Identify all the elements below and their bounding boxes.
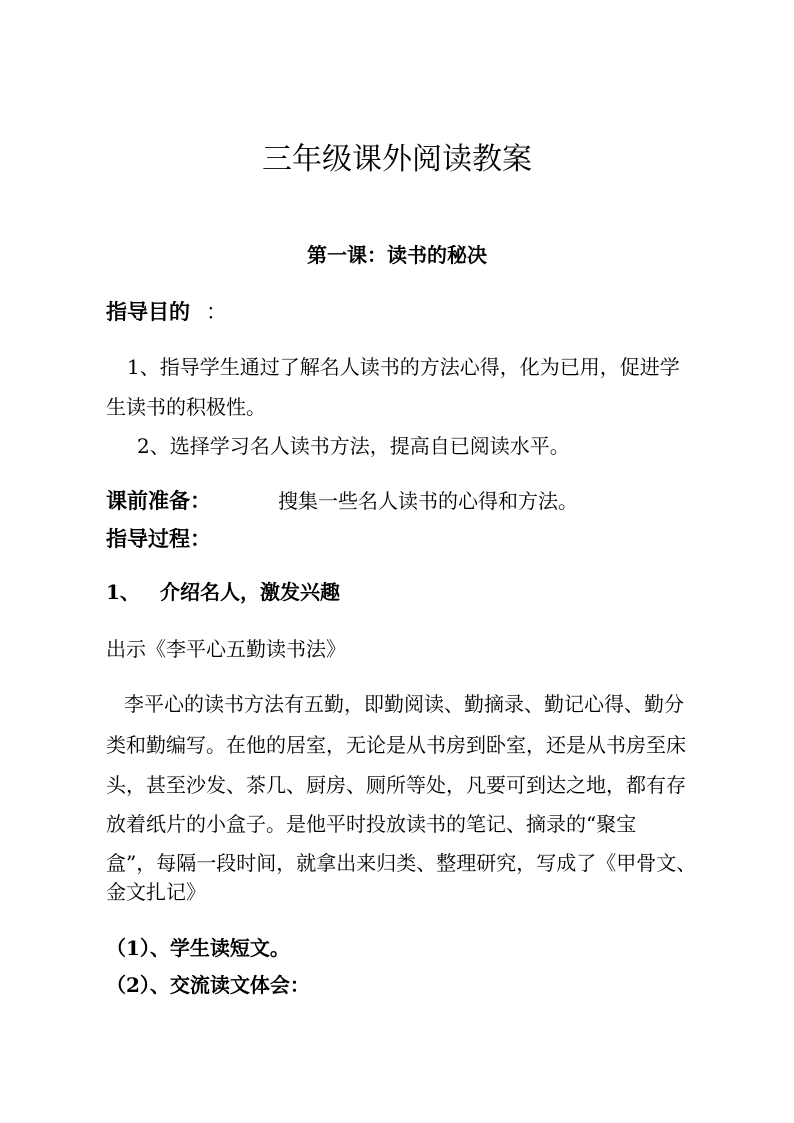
paragraph-line: 头，甚至沙发、茶几、厨房、厕所等处，凡要可到达之地，都有存 [106, 773, 686, 797]
show-material-text: 出示《李平心五勤读书法》 [106, 637, 346, 661]
aim-item-1-line-2: 生读书的积极性。 [106, 395, 266, 419]
process-label: 指导过程： [106, 527, 211, 551]
sub-step-2: （2）、交流读文体会： [106, 973, 310, 997]
sub-step-1: （1）、学生读短文。 [106, 936, 290, 960]
aim-colon: ： [206, 300, 227, 324]
aim-item-2: 2、选择学习名人读书方法，提高自已阅读水平。 [137, 434, 570, 458]
step-1-number: 1、 [106, 580, 140, 604]
paragraph-line: 放着纸片的小盒子。是他平时投放读书的笔记、摘录的“聚宝 [106, 812, 637, 836]
step-1-title: 介绍名人，激发兴趣 [160, 580, 340, 604]
preparation-text: 搜集一些名人读书的心得和方法。 [278, 489, 578, 513]
paragraph-line: 金文扎记》 [106, 880, 206, 904]
lesson-title: 第一课：读书的秘决 [307, 243, 487, 267]
paragraph-line: 李平心的读书方法有五勤，即勤阅读、勤摘录、勤记心得、勤分 [124, 692, 684, 716]
preparation-label: 课前准备： [106, 489, 211, 513]
aim-label: 指导目的 [106, 300, 190, 324]
paragraph-line: 盒”，每隔一段时间，就拿出来归类、整理研究，写成了《甲骨文、 [106, 851, 697, 875]
document-title: 三年级课外阅读教案 [262, 142, 532, 177]
aim-item-1-line-1: 1、指导学生通过了解名人读书的方法心得，化为已用，促进学 [127, 355, 680, 379]
paragraph-line: 类和勤编写。在他的居室，无论是从书房到卧室，还是从书房至床 [106, 733, 686, 757]
